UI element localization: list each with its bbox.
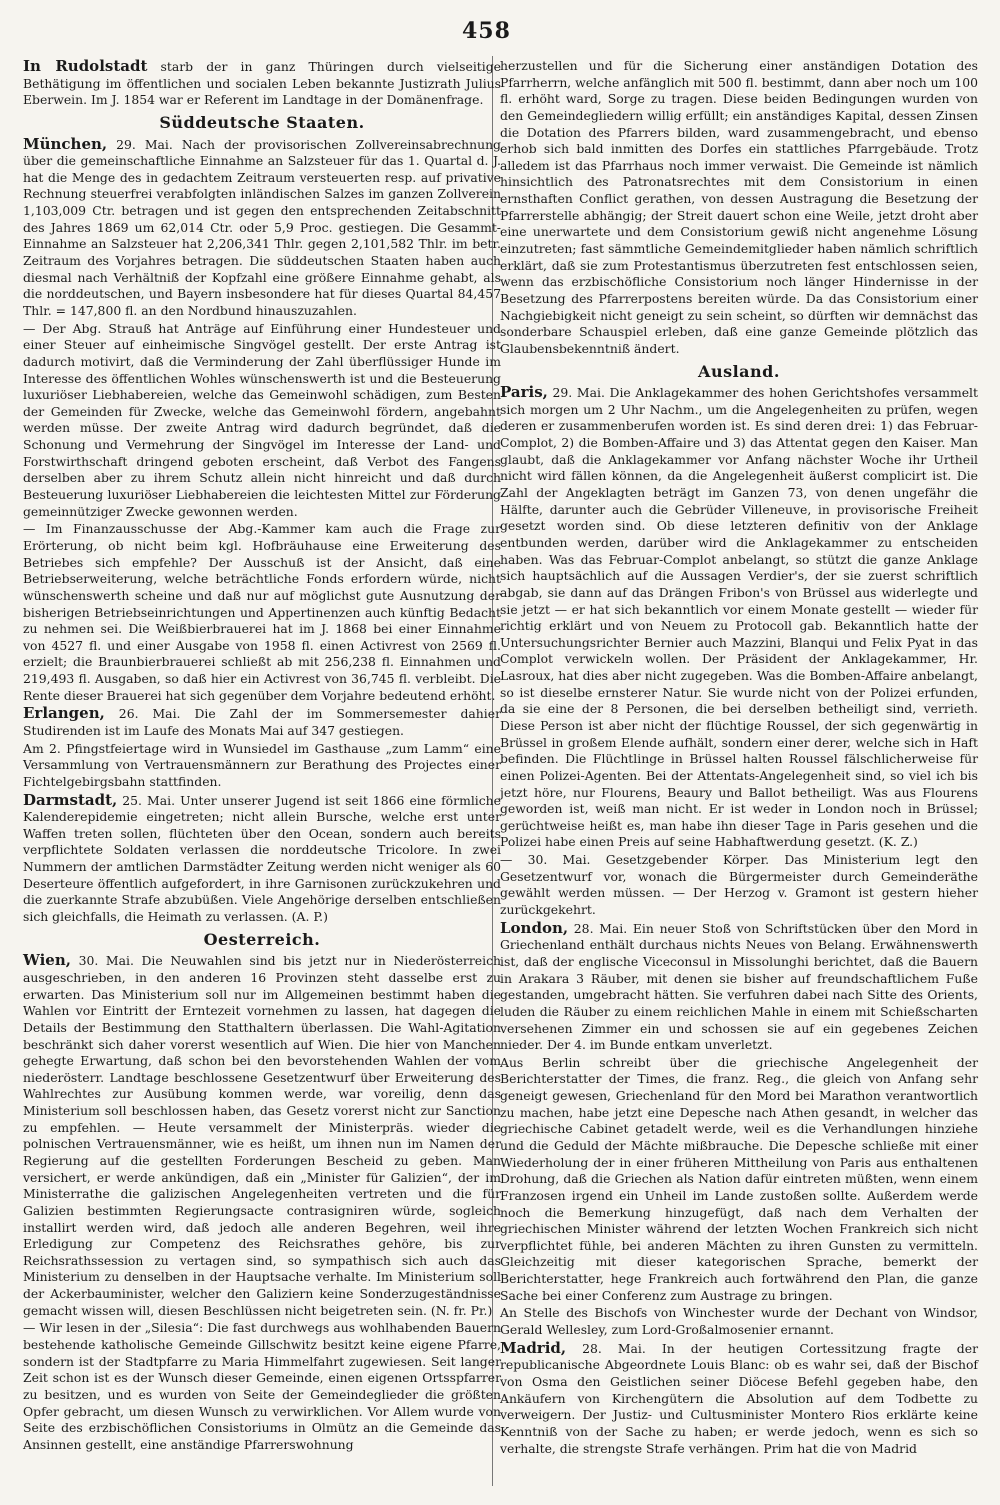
article-madrid (500, 1340, 978, 1457)
section-heading-ausland: Ausland. (698, 361, 780, 381)
dateline: London, (500, 918, 569, 937)
article-rudolstadt (23, 58, 501, 109)
dateline: Wien, (23, 951, 71, 970)
dateline: Madrid, (500, 1338, 567, 1357)
article-text: 28. Mai. Ein neuer Stoß von Schriftstücken über den Mord in Griechenland enthält durchaus nichts Neues von Belang. Erwähnenswerth ist, daß der englische Viceconsul in Missolunghi berichtet, daß die Bauern in Arakara 3 Räuber, mit denen sie bisher auf freundschaftlichem Fuße gestanden, umgebracht hätten. Sie verfuhren dabei nach Sitte des Orients, luden die Räuber zu einem reichlichen Mahle in einem mit Schießscharten versehenen Zimmer ein und schossen sie auf ein gegebenes Zeichen nieder. Der 4. im Bunde entkam unverletzt. (500, 920, 978, 1053)
article-text: 29. Mai. Nach der provisorischen Zollvereinsabrechnung über die gemeinschaftliche Einnahme an Salzsteuer für das 1. Quartal d. J. hat die Menge des in gedachtem Zeitraum versteuerten resp. auf privative Rechnung steuerfrei verabfolgten inländischen Salzes im ganzen Zollverein 1,103,009 Ctr. betragen und ist gegen den entsprechenden Zeitabschnitt des Jahres 1869 um 62,014 Ctr. oder 5,9 Proc. gestiegen. Die Gesammt-Einnahme an Salzsteuer hat 2,206,341 Thlr. gegen 2,101,582 Thlr. im betr. Zeitraum des Vorjahres betragen. Die süddeutschen Staaten haben auch diesmal nach Verhältniß der Kopfzahl eine größere Einnahme gehabt, als die norddeutschen, und Bayern insbesondere hat für dieses Quartal 84,457 Thlr. = 147,800 fl. an den Nordbund hinauszuzahlen. (23, 136, 501, 318)
article-text: 28. Mai. In der heutigen Cortessitzung fragte der republicanische Abgeordnete Louis Blanc: ob es wahr sei, daß der Bischof von Osma den Geistlichen seiner Diöcese Befehl gegeben habe, den Ankäufern von Kirchengütern die Absolution auf dem Todbette zu verweigern. Der Justiz- und Cultusminister Montero Rios erklärte keine Kenntniß von der Sache zu haben; er werde jedoch, wenn es sich so verhalte, die strengste Strafe verhängen. Prim hat die von Madrid (500, 1340, 978, 1456)
dateline: In Rudolstadt (23, 57, 148, 75)
article-erlangen (23, 705, 501, 739)
article-darmstadt (23, 792, 501, 926)
article-hundesteuer: — Der Abg. Strauß hat Anträge auf Einführung einer Hundesteuer und einer Steuer auf einheimische Singvögel gestellt. Der erste Antrag ist dadurch motivirt, daß die Verminderung der Zahl überflüssiger Hunde im Interesse des öffentlichen Wohles wünschenswerth ist und die Besteuerung luxuriöser Liebhabereien, welche das Gemeinwohl schädigen, zum Besten der Gemeinden für Zwecke, welche das Gemeinwohl fördern, angebahnt werden müsse. Der zweite Antrag wird dadurch begründet, daß die Schonung und Vermehrung der Singvögel im Interesse der Land- und Forstwirthschaft dringend geboten erscheint, daß Verbot des Fangens derselben aber zu ihrem Schutz allein nicht hinreicht und daß durch Besteuerung luxuriöser Liebhabereien die leichtesten Mittel zur Förderung gemeinnütziger Zwecke gewonnen werden. (23, 320, 501, 519)
dateline: Paris, (500, 383, 548, 402)
article-silesia: — Wir lesen in der „Silesia“: Die fast durchwegs aus wohlhabenden Bauern bestehende katholische Gemeinde Gillschwitz besitzt keine eigene Pfarre, sondern ist der Stadtpfarre zu Maria Himmelfahrt zugewiesen. Seit langer Zeit schon ist es der Wunsch dieser Gemeinde, einen eigenen Ortsspfarrer zu besitzen, und es wurden von Seite der Gemeindeglieder die größten Opfer gebracht, um diesen Wunsch zu verwirklichen. Vor Allem wurde von Seite des erzbischöflichen Consistoriums in Olmütz an die Gemeinde das Ansinnen gestellt, eine anständige Pfarrerswohnung (23, 1320, 501, 1452)
article-berlin-times: Aus Berlin schreibt über die griechische Angelegenheit der Berichterstatter der Times, die franz. Reg., die gleich von Anfang sehr geneigt gewesen, Griechenland für den Mord bei Marathon verantwortlich zu machen, habe jetzt eine Depesche nach Athen gesandt, in welcher das griechische Cabinet getadelt werde, weil es die Verhandlungen hinziehe und die Geduld der Mächte mißbrauche. Die Depesche schließe mit einer Wiederholung der in einer früheren Mittheilung von Paris aus enthaltenen Drohung, daß die Griechen als Nation dafür eintreten müßten, wenn einem Franzosen irgend ein Unheil im Lande zustoßen sollte. Außerdem werde noch die Bemerkung hinzugefügt, daß nach dem Verhalten der griechischen Minister während der letzten Wochen Frankreich sich nicht verpflichtet fühle, bei anderen Mächten zu ihren Gunsten zu vermitteln. Gleichzeitig mit dieser kategorischen Sprache, bemerkt der Berichterstatter, hege Frankreich auch fortwährend den Plan, die ganze Sache bei einer Conferenz zum Austrage zu bringen. (500, 1054, 978, 1303)
right-column (500, 58, 978, 1458)
left-column (23, 58, 501, 1455)
article-muenchen (23, 136, 501, 320)
article-wien (23, 952, 501, 1319)
article-text: 26. Mai. Die Zahl der im Sommersemester dahier Studirenden ist im Laufe des Monats Mai auf 347 gestiegen. (23, 706, 501, 738)
article-paris (500, 384, 978, 851)
article-hofbraeuhaus: — Im Finanzausschusse der Abg.-Kammer kam auch die Frage zur Erörterung, ob nicht beim kgl. Hofbräuhause eine Erweiterung des Betriebes sich empfehle? Der Ausschuß ist der Ansicht, daß eine Betriebserweiterung, welche beträchtliche Fonds erfordern würde, nicht wünschenswerth scheine und daß nur auf möglichst gute Ausnutzung der bisherigen Betriebseinrichtungen und Appertinenzen auch künftig Bedacht zu nehmen sei. Die Weißbierbrauerei hat im J. 1868 bei einer Einnahme von 4527 fl. und einer Ausgabe von 1958 fl. einen Activrest von 2569 fl. erzielt; die Braunbierbrauerei schließt ab mit 256,238 fl. Einnahmen und 219,493 fl. Ausgaben, so daß hier ein Activrest von 36,745 fl. verbleibt. Die Rente dieser Brauerei hat sich gegenüber dem Vorjahre bedeutend erhöht. (23, 521, 501, 703)
article-winchester: An Stelle des Bischofs von Winchester wurde der Dechant von Windsor, Gerald Wellesley, zum Lord-Großalmosenier ernannt. (500, 1305, 978, 1338)
article-text: 25. Mai. Unter unserer Jugend ist seit 1866 eine förmliche Kalenderepidemie eingetreten; nicht allein Bursche, welche erst unter Waffen treten sollen, flüchteten über den Ocean, sondern auch bereits verpflichtete Soldaten verlassen die norddeutsche Tricolore. In zwei Nummern der amtlichen Darmstädter Zeitung werden nicht weniger als 60 Deserteure öffentlich aufgefordert, in ihre Garnisonen zurückzukehren und die zuerkannte Strafe abzubüßen. Viele Angehörige derselben entschließen sich gleichfalls, die Heimath zu verlassen. (A. P.) (23, 792, 501, 925)
article-text: 30. Mai. Die Neuwahlen sind bis jetzt nur in Niederösterreich ausgeschrieben, in den anderen 16 Provinzen steht dasselbe erst zu erwarten. Das Ministerium soll nur im Allgemeinen bestimmt haben die Wahlen vor Eintritt der Erntezeit vornehmen zu lassen, hat dagegen die Details der Bestimmung den Statthaltern überlassen. Die Wahl-Agitation beschränkt sich daher vorerst wesentlich auf Wien. Die hier von Manchen gehegte Erwartung, daß schon bei den bevorstehenden Wahlen der vom niederösterr. Landtage beschlossene Gesetzentwurf über Erweiterung des Wahlrechtes zur Ausübung kommen werde, war voreilig, denn das Ministerium soll beschlossen haben, das Gesetz vorerst nicht zur Sanction zu empfehlen. — Heute versammelt der Ministerpräs. wieder die polnischen Vertrauensmänner, wie es heißt, um ihnen nun im Namen der Regierung auf die gestellten Forderungen Bescheid zu geben. Man versichert, er werde ankündigen, daß ein „Minister für Galizien“, der im Ministerrathe die galizischen Angelegenheiten vertreten und die für Galizien bestimmten Regierungsacte contrasigniren würde, sogleich installirt werden wird, daß jedoch alle anderen Begehren, weil ihre Erledigung zur Competenz des Reichsrathes gehöre, bis zur Reichsrathssession zu vertagen sind, so sympathisch sich auch das Ministerium zu denselben in der Hauptsache verhalte. Im Ministerium soll der Ackerbauminister, welcher den Galiziern keine Sonderzugeständnisse gemacht wissen will, diesen Beschlüssen nicht beigetreten sein. (N. fr. Pr.) (23, 953, 501, 1318)
article-silesia-continued: herzustellen und für die Sicherung einer anständigen Dotation des Pfarrherrn, welche anfänglich mit 500 fl. bestimmt, dann aber noch um 100 fl. erhöht ward, Sorge zu tragen. Diese beiden Bedingungen wurden von den Gemeindegliedern willig erfüllt; ein anständiges Kapital, dessen Zinsen die Dotation des Pfarrers bilden, ward zusammengebracht, und ebenso erhob sich bald inmitten des Dorfes ein stattliches Pfarrgebäude. Trotz alledem ist das Pfarrhaus noch immer verwaist. Die Gemeinde ist nämlich hinsichtlich des Patronatsrechtes mit dem Consistorium in einen ernsthaften Conflict gerathen, von dessen Austragung die Besetzung der Pfarrerstelle abhängig; der Streit dauert schon eine Weile, jetzt droht aber eine unerwartete und dem Consistorium gewiß nicht angenehme Lösung einzutreten; fast sämmtliche Gemeindemitglieder haben nämlich schriftlich erklärt, daß sie zum Protestantismus überzutreten fest entschlossen seien, wenn das erzbischöfliche Consistorium noch länger Hindernisse in der Besetzung des Pfarrerpostens bereiten würde. Da das Consistorium einer Nachgiebigkeit nicht geneigt zu sein scheint, so dürften wir demnächst das sonderbare Schauspiel erleben, daß eine ganze Gemeinde plötzlich das Glaubensbekenntniß ändert. (500, 58, 978, 356)
article-paris-30-mai: — 30. Mai. Gesetzgebender Körper. Das Ministerium legt den Gesetzentwurf vor, wonach die Bürgermeister durch Gemeinderäthe gewählt werden müssen. — Der Herzog v. Gramont ist gestern hieher zurückgekehrt. (500, 852, 978, 918)
page-number: 458 (462, 18, 511, 44)
article-wunsiedel: Am 2. Pfingstfeiertage wird in Wunsiedel im Gasthause „zum Lamm“ eine Versammlung von Vertrauensmännern zur Berathung des Projectes einer Fichtelgebirgsbahn stattfinden. (23, 740, 501, 789)
dateline: Darmstadt, (23, 790, 118, 809)
dateline: Erlangen, (23, 704, 105, 723)
section-heading-oesterreich: Oesterreich. (203, 929, 321, 949)
section-heading-sueddeutsche-staaten: Süddeutsche Staaten. (159, 112, 365, 132)
article-text: 29. Mai. Die Anklagekammer des hohen Gerichtshofes versammelt sich morgen um 2 Uhr Nachm., um die Angelegenheiten zu prüfen, wegen deren er zusammenberufen worden ist. Es sind deren drei: 1) das Februar-Complot, 2) die Bomben-Affaire und 3) das Attentat gegen den Kaiser. Man glaubt, daß die Anklagekammer vor Anfang nächster Woche ihr Urtheil nicht wird fällen können, da die Angelegenheit äußerst complicirt ist. Die Zahl der Angeklagten beträgt im Ganzen 73, von denen ungefähr die Hälfte, darunter auch die Gebrüder Villeneuve, in provisorische Freiheit gesetzt worden sind. Ob diese letzteren definitiv von der Anklage entbunden werden, darüber wird die Anklagekammer zu entscheiden haben. Was das Februar-Complot anbelangt, so stützt die ganze Anklage sich hauptsächlich auf die Aussagen Verdier's, der sie zuerst schriftlich abgab, sie dann auf das Drängen Fribon's von Brüssel aus widerlegte und sie jetzt — er hat sich bekanntlich vor einem Monate gestellt — wieder für richtig erklärt und von Neuem zu Protocoll gab. Bekanntlich hatte der Untersuchungsrichter Bernier auch Mazzini, Blanqui und Felix Pyat in das Complot verwickeln wollen. Der Präsident der Anklagekammer, Hr. Lasroux, hat dies aber nicht zugegeben. Was die Bomben-Affaire anbelangt, so ist dieselbe ernsterer Natur. Sie wurde nicht von der Polizei erfunden, da sie eine der 8 Personen, die bei derselben betheiligt sind, verrieth. Diese Person ist aber nicht der flüchtige Roussel, der sich gegenwärtig in Brüssel in großem Elende aufhält, sondern einer derer, welche sich in Haft befinden. Die Flüchtlinge in Brüssel halten Roussel fälschlicherweise für einen Polizei-Agenten. Bei der Attentats-Angelegenheit sind, so viel ich bis jetzt höre, nur Flourens, Beaury und Ballot betheiligt. Was aus Flourens geworden ist, weiß man nicht. Er ist weder in London noch in Brüssel; gerüchtweise heißt es, man habe ihn dieser Tage in Paris gesehen und die Polizei habe einen Preis auf seine Habhaftwerdung gesetzt. (K. Z.) (500, 385, 978, 850)
dateline: München, (23, 134, 108, 153)
article-text: starb der in ganz Thüringen durch vielseitige Bethätigung im öffentlichen und socialen Leben bekannte Justizrath Julius Eberwein. Im J. 1854 war er Referent im Landtage in der Domänenfrage. (23, 59, 501, 108)
article-london (500, 920, 978, 1054)
